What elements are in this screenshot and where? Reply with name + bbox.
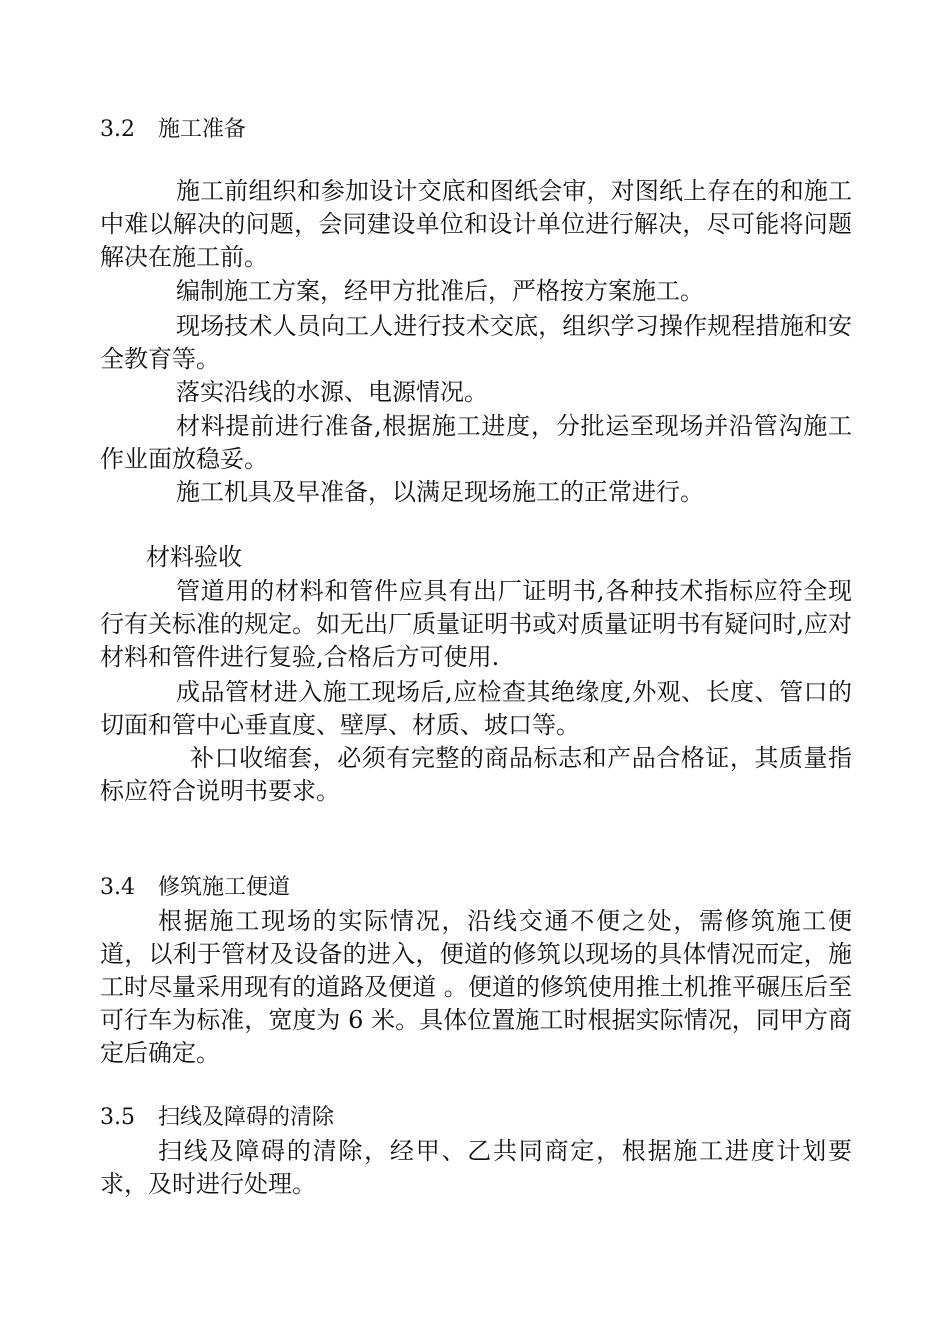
paragraph: 根据施工现场的实际情况，沿线交通不便之处，需修筑施工便道，以利于管材及设备的进入，便道的修筑以现场的具体情况而定，施工时尽量采用现有的道路及便道 。便道的修筑使用推土机推平碾压后至可行车为标准，宽度为 6 米。具体位置施工时根据实际情况，同甲方商定后确定。 — [100, 907, 852, 1067]
section-number: 3.2 — [100, 117, 135, 142]
section-heading-material-acceptance — [146, 541, 242, 573]
section-title: 修筑施工便道 — [158, 875, 291, 900]
section-heading-3-5 — [100, 1102, 334, 1134]
paragraph: 现场技术人员向工人进行技术交底，组织学习操作规程措施和安全教育等。 — [100, 312, 852, 373]
section-heading-3-2 — [100, 114, 246, 146]
paragraph: 施工前组织和参加设计交底和图纸会审，对图纸上存在的和施工中难以解决的问题，会同建设单位和设计单位进行解决，尽可能将问题解决在施工前。 — [100, 177, 852, 271]
paragraph: 编制施工方案，经甲方批准后，严格按方案施工。 — [176, 277, 704, 305]
section-title: 扫线及障碍的清除 — [158, 1105, 335, 1130]
paragraph: 管道用的材料和管件应具有出厂证明书,各种技术指标应符全现行有关标准的规定。如无出厂质量证明书或对质量证明书有疑问时,应对材料和管件进行复验,合格后方可使用. — [100, 577, 852, 671]
section-number: 3.4 — [100, 875, 135, 900]
paragraph: 补口收缩套，必须有完整的商品标志和产品合格证，其质量指标应符合说明书要求。 — [100, 744, 852, 805]
section-title: 施工准备 — [158, 117, 247, 142]
section-number: 3.5 — [100, 1105, 135, 1130]
paragraph: 成品管材进入施工现场后,应检查其绝缘度,外观、长度、管口的切面和管中心垂直度、壁厚、材质、坡口等。 — [100, 678, 852, 739]
section-heading-3-4 — [100, 872, 290, 904]
section-title: 材料验收 — [146, 543, 242, 571]
paragraph: 落实沿线的水源、电源情况。 — [176, 378, 488, 406]
paragraph: 施工机具及早准备，以满足现场施工的正常进行。 — [176, 478, 704, 506]
paragraph: 材料提前进行准备,根据施工进度，分批运至现场并沿管沟施工作业面放稳妥。 — [100, 412, 852, 473]
paragraph: 扫线及障碍的清除，经甲、乙共同商定，根据施工进度计划要求，及时进行处理。 — [100, 1137, 852, 1198]
